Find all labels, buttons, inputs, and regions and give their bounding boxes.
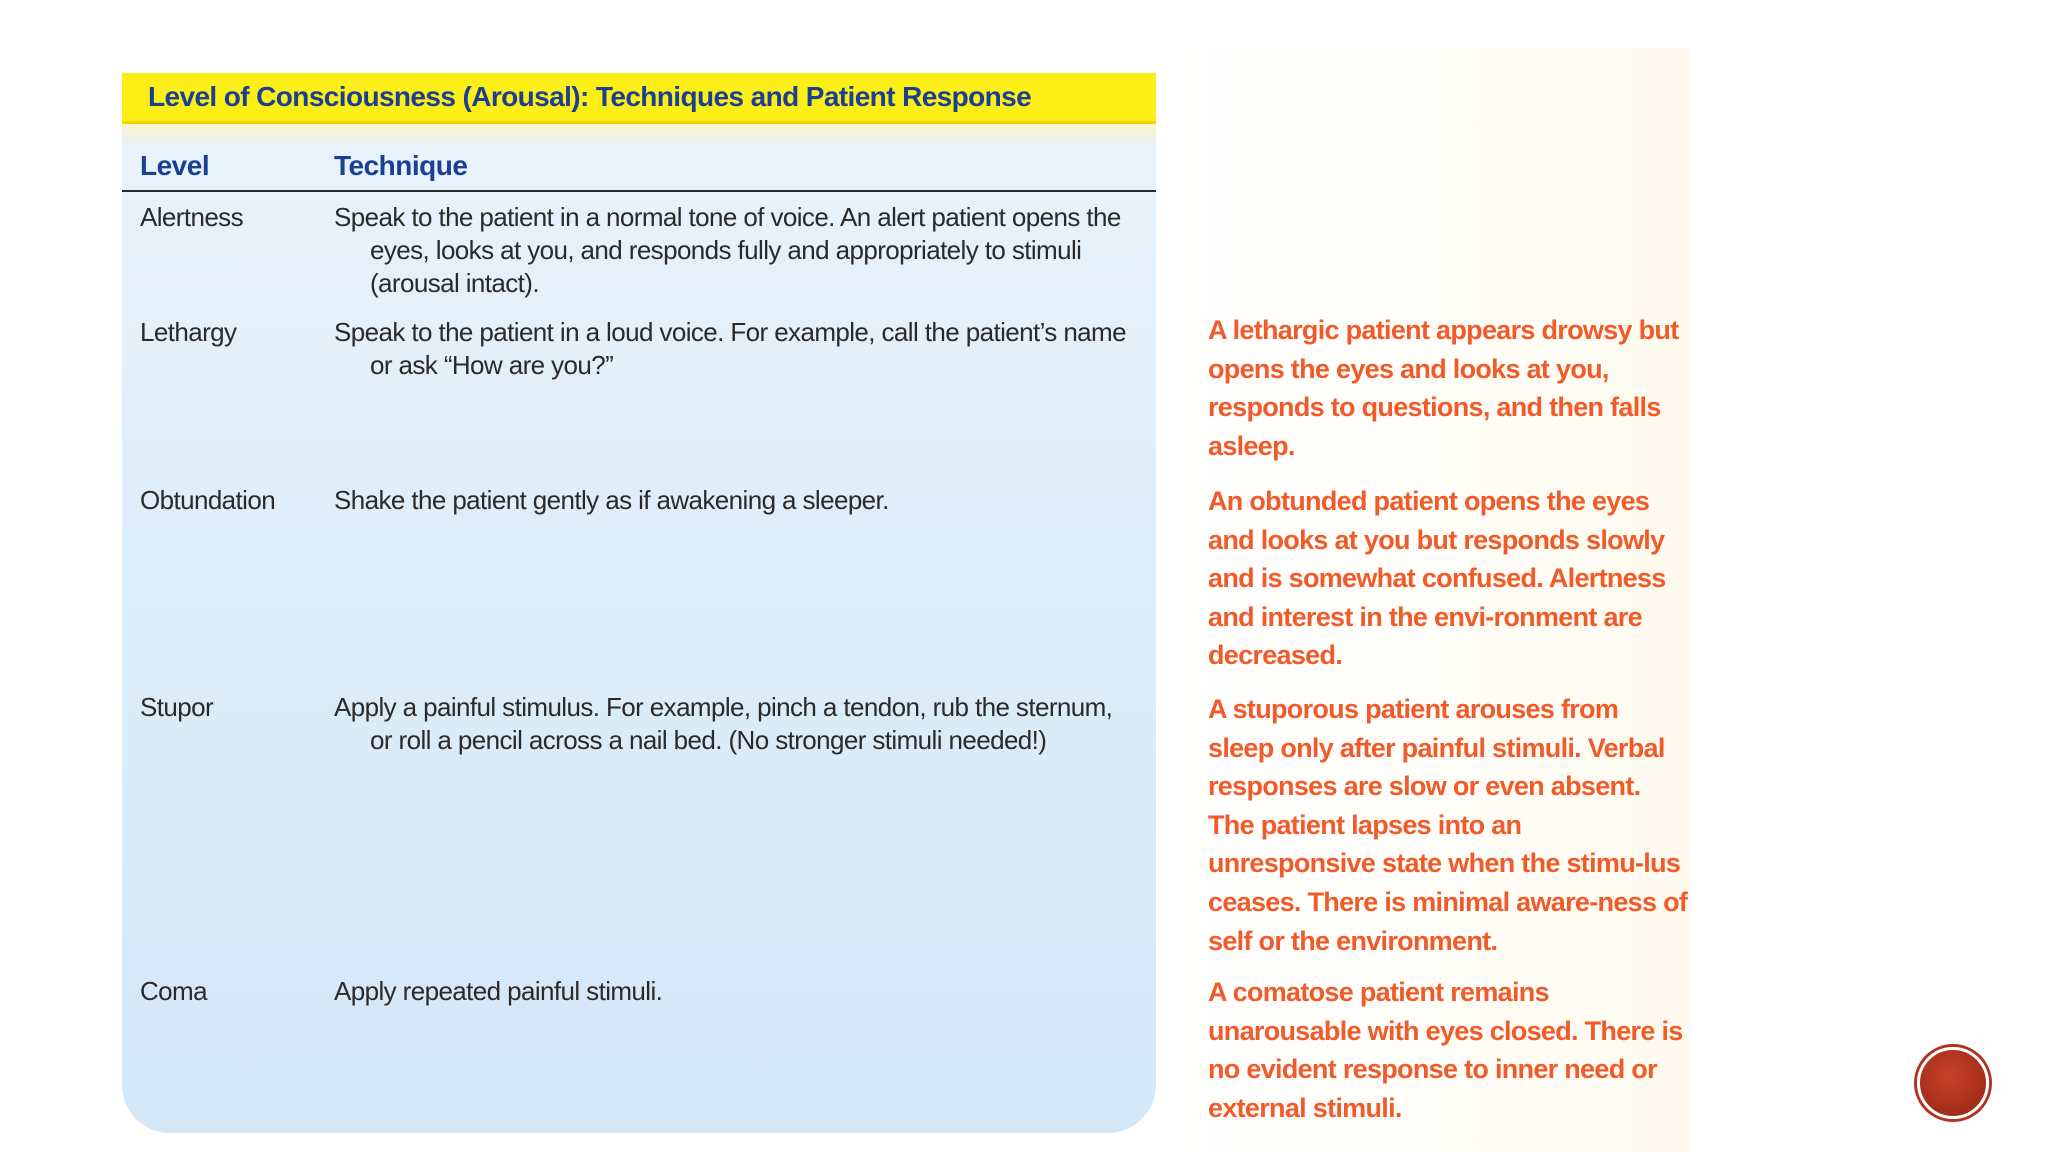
response-obtundation: An obtunded patient opens the eyes and looks at you but responds slowly and is somewhat confused. Alertness and interest in the envi-ronment are decreased. <box>1208 486 1666 671</box>
title-bar-shadow <box>122 124 1156 146</box>
response-lethargy: A lethargic patient appears drowsy but opens the eyes and looks at you, responds to questions, and then falls asleep. <box>1208 315 1679 461</box>
technique-cell: Shake the patient gently as if awakening a sleeper. <box>334 485 889 515</box>
column-header-level: Level <box>140 150 210 181</box>
technique-cell: Apply a painful stimulus. For example, pinch a tendon, rub the sternum, or roll a pencil across a nail bed. (No stronger stimuli needed!) <box>334 692 1113 755</box>
level-cell: Obtundation <box>140 485 276 515</box>
circle-button[interactable] <box>1917 1047 1989 1119</box>
column-header-technique: Technique <box>334 150 468 181</box>
header-divider <box>122 190 1156 192</box>
response-coma: A comatose patient remains unarousable with eyes closed. There is no evident response to inner need or external stimuli. <box>1208 977 1683 1123</box>
technique-cell: Apply repeated painful stimuli. <box>334 976 663 1006</box>
level-cell: Stupor <box>140 692 214 722</box>
table-title: Level of Consciousness (Arousal): Techniques and Patient Response <box>148 81 1032 112</box>
level-cell: Alertness <box>140 202 243 232</box>
table-title-bar <box>122 73 1156 124</box>
technique-cell: Speak to the patient in a loud voice. For example, call the patient’s name or ask “How are you?” <box>334 317 1126 380</box>
technique-cell: Speak to the patient in a normal tone of voice. An alert patient opens the eyes, looks at you, and responds fully and appropriately to stimuli (arousal intact). <box>334 202 1121 298</box>
level-cell: Coma <box>140 976 207 1006</box>
response-stupor: A stuporous patient arouses from sleep only after painful stimuli. Verbal responses are slow or even absent. The patient lapses into an unresponsive state when the stimu-lus ceases. There is minimal aware-ness of self or the environment. <box>1208 694 1688 956</box>
consciousness-table-card <box>122 73 1156 1133</box>
level-cell: Lethargy <box>140 317 237 347</box>
